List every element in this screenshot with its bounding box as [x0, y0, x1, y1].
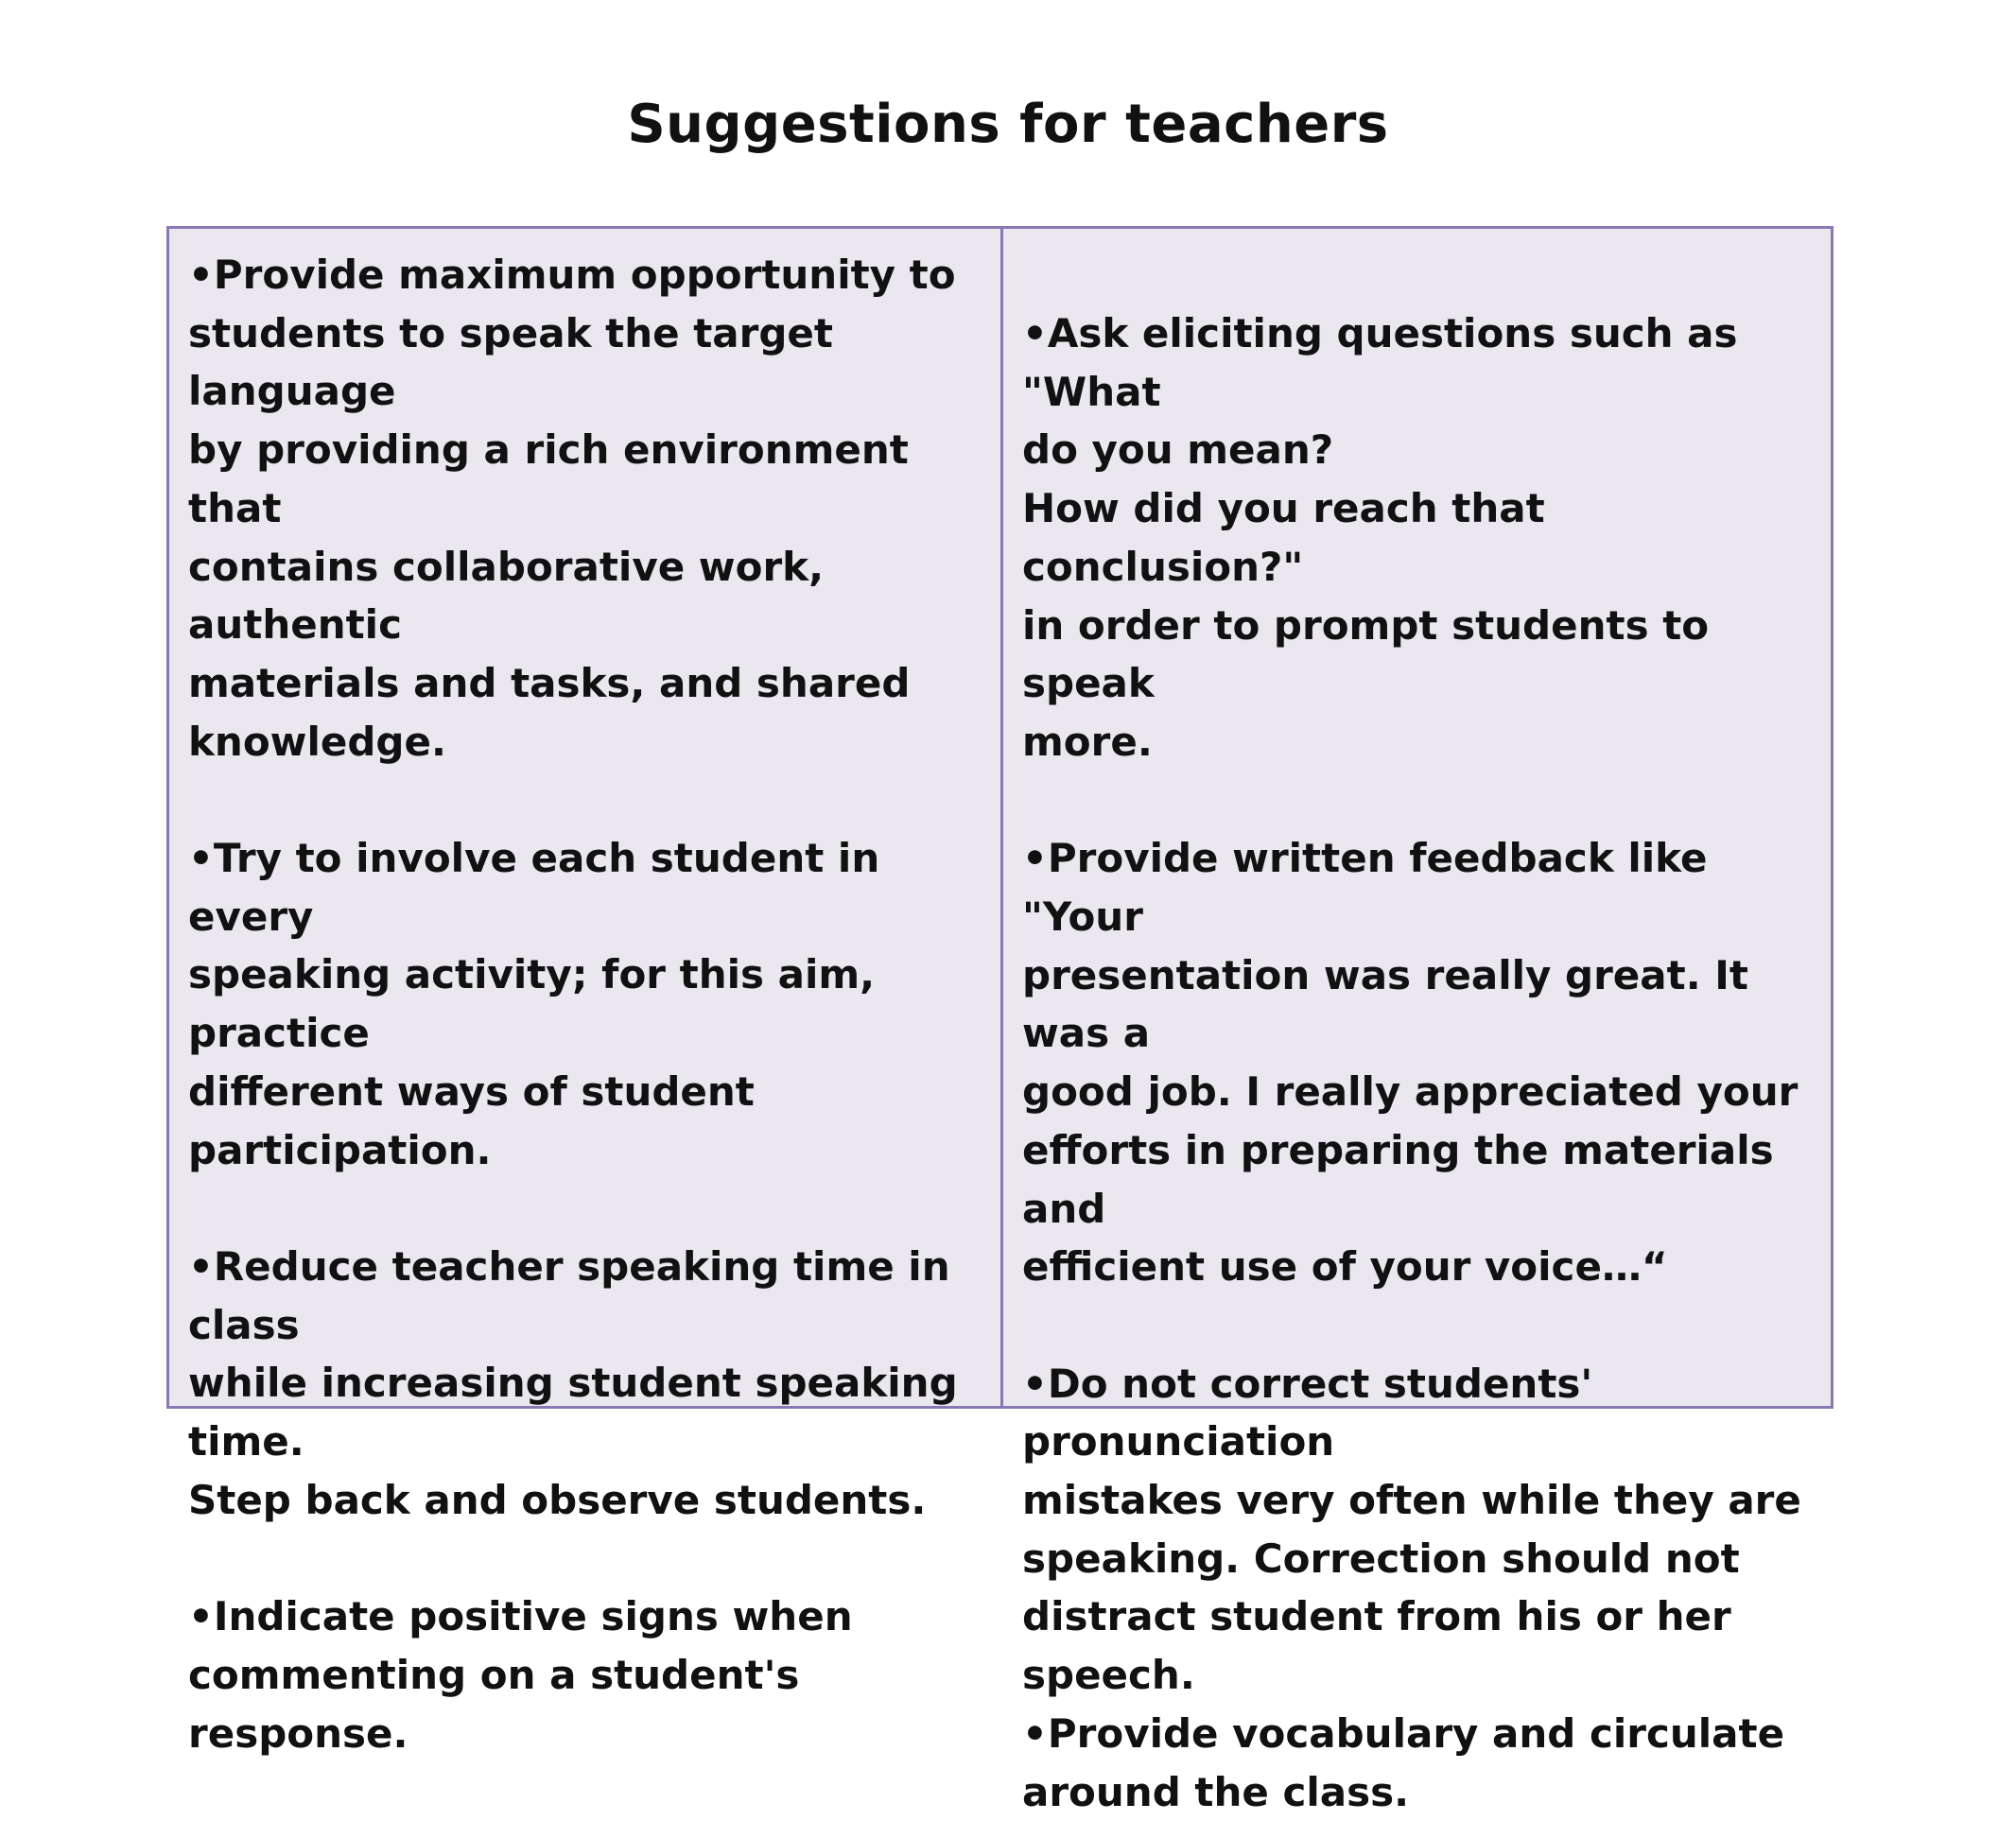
suggestion-item: •Provide maximum opportunity to students to speak the target language by providing a rich environment that contains collaborative work, authentic materials and tasks, and shared knowledge.: [188, 251, 956, 765]
suggestion-item: •Reduce teacher speaking time in class while increasing student speaking time. Step back and observe students.: [188, 1242, 958, 1523]
suggestion-item: •Provide written feedback like "Your presentation was really great. It was a good job. I really appreciated your efforts in preparing the materials and efficient use of your voice…“: [1022, 835, 1799, 1291]
right-column: [1003, 229, 1831, 1815]
left-column: [169, 229, 1003, 1757]
suggestion-item: •Indicate positive signs when commenting on a student's response.: [188, 1593, 853, 1757]
suggestion-item: •Try to involve each student in every speaking activity; for this aim, practice different ways of student participation.: [188, 835, 880, 1173]
suggestion-item: •Ask eliciting questions such as "What do you mean? How did you reach that conclusion?" in order to prompt students to speak more.: [1022, 310, 1738, 765]
page-title: Suggestions for teachers: [627, 94, 1389, 155]
suggestion-item: •Do not correct students' pronunciation mistakes very often while they are speaking. Correction should not distract student from his or her speech.: [1022, 1360, 1801, 1699]
suggestions-table: [166, 226, 1834, 1815]
suggestion-item: •Provide vocabulary and circulate around the class.: [1022, 1709, 1785, 1815]
